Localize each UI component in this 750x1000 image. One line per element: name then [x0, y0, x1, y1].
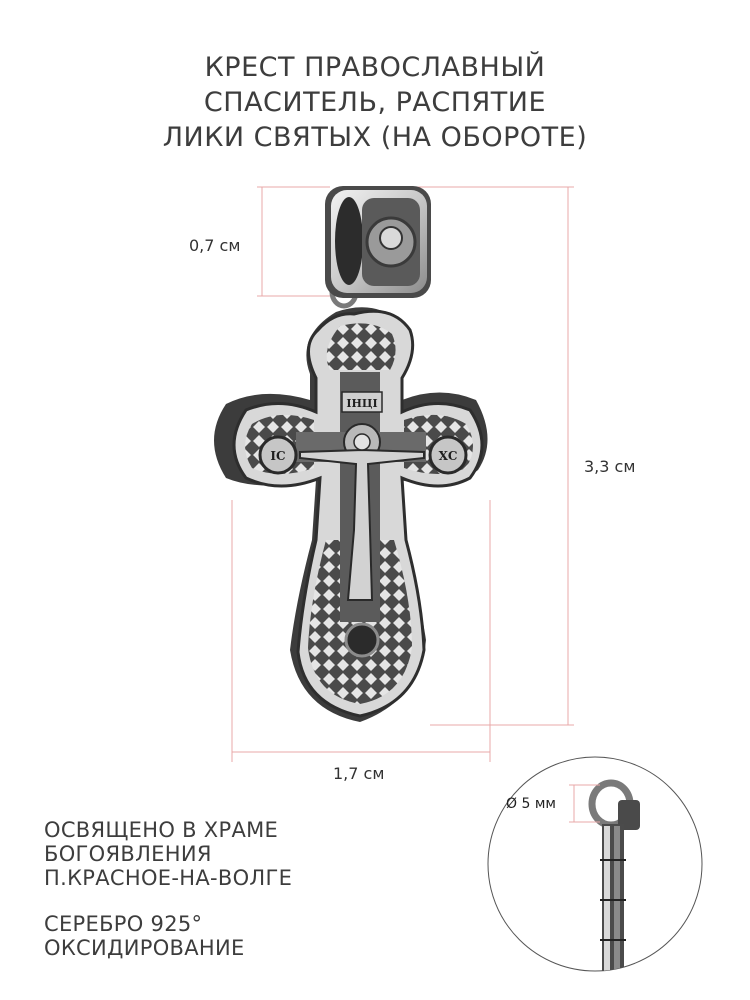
inscription-right: ХС	[438, 449, 458, 463]
consecration-line-2: БОГОЯВЛЕНИЯ	[44, 842, 212, 866]
title-line-3: ЛИКИ СВЯТЫХ (НА ОБОРОТЕ)	[162, 122, 588, 153]
consecration-line-1: ОСВЯЩЕНО В ХРАМЕ	[44, 818, 279, 842]
inscription-top: ІНЦІ	[346, 397, 378, 410]
inset-detail	[488, 757, 702, 986]
material-line-2: ОКСИДИРОВАНИЕ	[44, 936, 245, 960]
title-line-1: КРЕСТ ПРАВОСЛАВНЫЙ	[204, 52, 546, 83]
title-line-2: СПАСИТЕЛЬ, РАСПЯТИЕ	[203, 87, 547, 118]
skull-medallion	[346, 624, 378, 656]
bail-height-label: 0,7 см	[189, 236, 241, 255]
consecration-info	[44, 818, 292, 890]
consecration-line-3: П.КРАСНОЕ-НА-ВОЛГЕ	[44, 866, 293, 890]
total-height-label: 3,3 см	[584, 457, 636, 476]
inscription-left: ІС	[270, 449, 286, 463]
bail	[325, 186, 431, 298]
material-line-1: СЕРЕБРО 925°	[44, 912, 203, 936]
material-info	[44, 912, 245, 960]
width-label: 1,7 см	[333, 764, 385, 783]
ring-diameter-label: Ø 5 мм	[506, 796, 556, 812]
